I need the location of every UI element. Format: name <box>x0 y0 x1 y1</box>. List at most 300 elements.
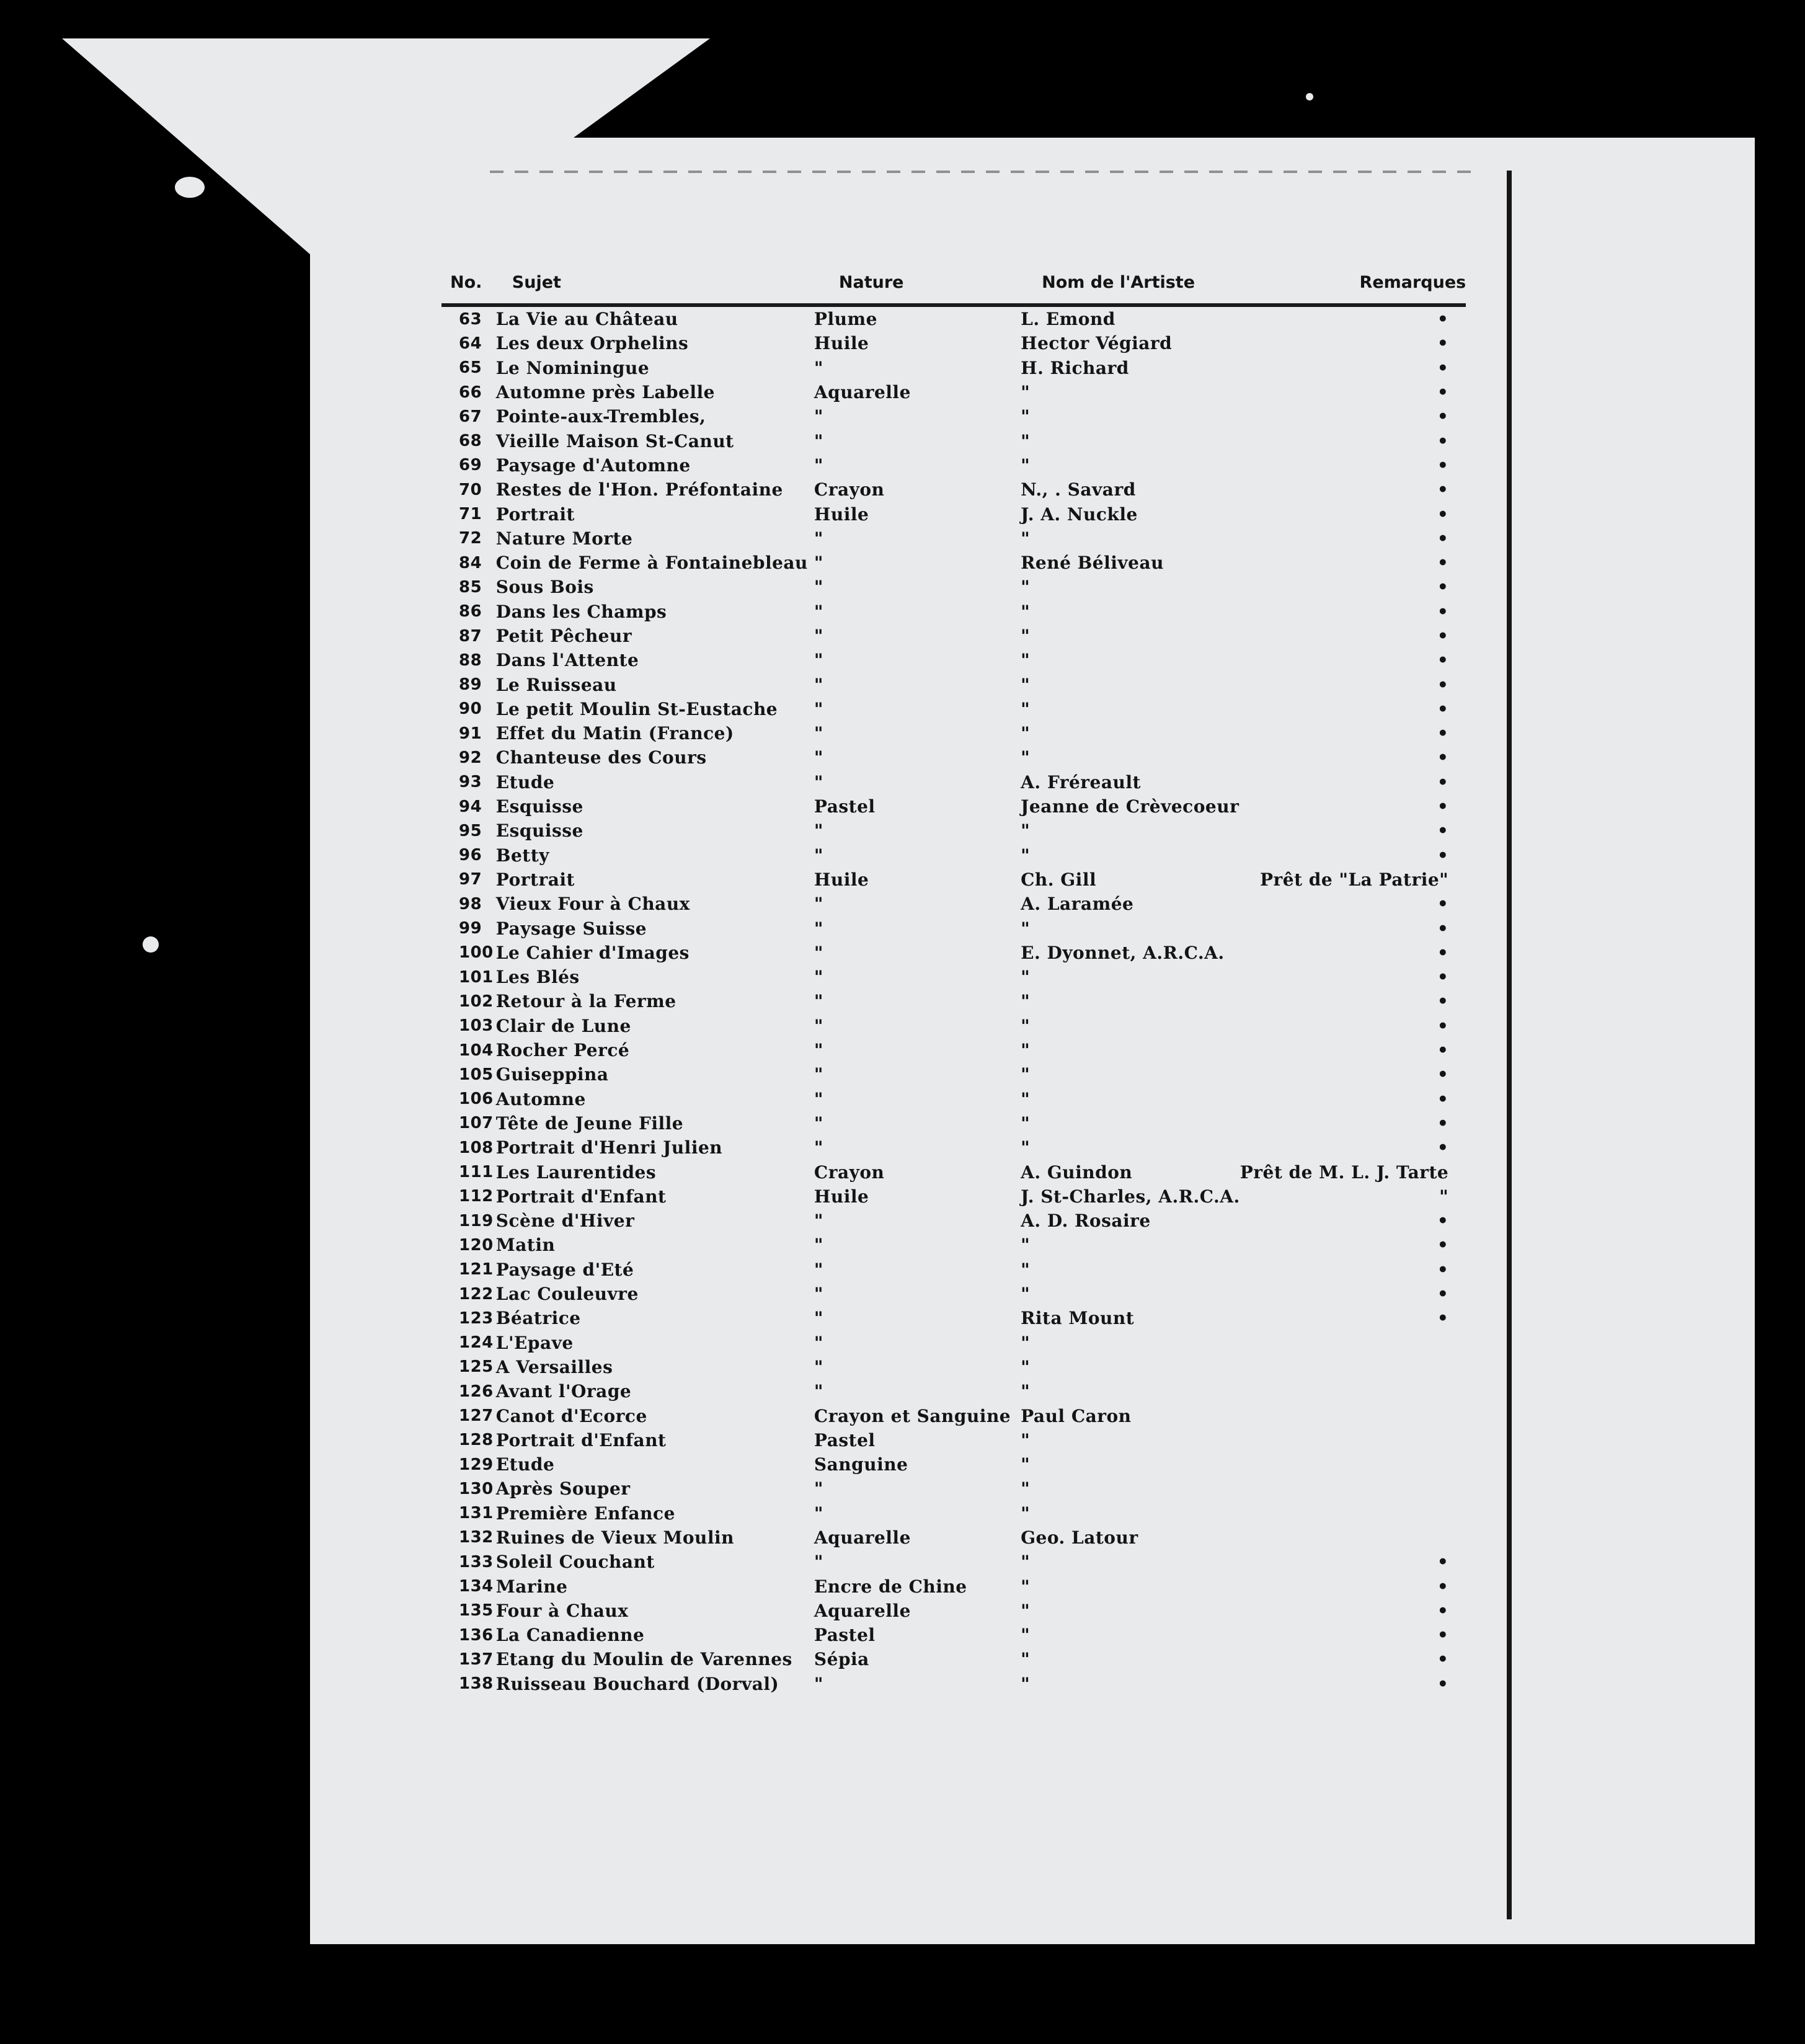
entry-subject: Pointe-aux-Trembles, <box>495 406 706 427</box>
table-row <box>441 575 1466 599</box>
entry-number: 112 <box>459 1187 494 1206</box>
entry-subject: Le petit Moulin St-Eustache <box>495 698 778 719</box>
entry-medium: " <box>814 1015 824 1036</box>
entry-remark: • <box>1437 430 1449 451</box>
entry-artist: Rita Mount <box>1021 1308 1135 1329</box>
entry-artist: " <box>1021 1088 1031 1109</box>
entry-subject: Paysage d'Automne <box>495 455 691 476</box>
entry-artist: " <box>1021 1454 1031 1475</box>
entry-remark: • <box>1437 553 1449 574</box>
entry-remark: • <box>1437 1064 1449 1085</box>
entry-number: 126 <box>459 1382 494 1401</box>
entry-number: 84 <box>459 553 482 572</box>
entry-remark: " <box>1439 1186 1449 1207</box>
entry-number: 124 <box>459 1333 494 1353</box>
entry-number: 99 <box>459 919 482 938</box>
entry-number: 102 <box>459 992 494 1011</box>
entry-medium: Huile <box>814 333 869 354</box>
entry-artist: L. Emond <box>1021 309 1115 330</box>
entry-subject: Première Enfance <box>495 1503 675 1524</box>
entry-number: 123 <box>459 1309 494 1328</box>
table-row <box>441 1087 1466 1111</box>
entry-subject: Portrait <box>495 504 575 525</box>
entry-medium: " <box>814 650 824 671</box>
entry-artist: " <box>1021 1040 1031 1061</box>
table-row <box>441 1306 1466 1330</box>
table-row <box>441 1477 1466 1501</box>
entry-medium: " <box>814 845 824 866</box>
table-row <box>441 305 1466 331</box>
entry-subject: La Canadienne <box>495 1625 645 1646</box>
entry-artist: " <box>1021 1064 1031 1085</box>
entry-number: 132 <box>459 1528 494 1547</box>
entry-number: 127 <box>459 1406 494 1425</box>
entry-medium: " <box>814 1259 824 1280</box>
entry-medium: " <box>814 553 824 574</box>
entry-medium: " <box>814 1503 824 1524</box>
entry-number: 130 <box>459 1479 494 1498</box>
entry-artist: " <box>1021 698 1031 719</box>
entry-medium: " <box>814 1332 824 1353</box>
entry-medium: " <box>814 820 824 842</box>
right-vertical-rule <box>1507 171 1512 1919</box>
entry-medium: Aquarelle <box>814 1527 911 1548</box>
entry-remark: • <box>1437 1137 1449 1158</box>
entry-number: 121 <box>459 1260 494 1279</box>
table-row <box>441 794 1466 819</box>
entry-remark: • <box>1437 1015 1449 1036</box>
table-row <box>441 941 1466 965</box>
entry-subject: Four à Chaux <box>495 1600 629 1621</box>
entry-number: 66 <box>459 383 482 402</box>
entry-number: 106 <box>459 1090 494 1109</box>
entry-medium: Huile <box>814 504 869 525</box>
entry-remark: • <box>1437 771 1449 793</box>
entry-artist: " <box>1021 723 1031 744</box>
table-row <box>441 819 1466 843</box>
header-nature: Nature <box>808 273 1011 305</box>
entry-medium: " <box>814 747 824 768</box>
entry-number: 70 <box>459 480 482 499</box>
entry-artist: " <box>1021 991 1031 1012</box>
table-row <box>441 1526 1466 1550</box>
entry-medium: Plume <box>814 309 877 330</box>
entry-number: 86 <box>459 602 482 621</box>
entry-artist: " <box>1021 1356 1031 1377</box>
entry-remark <box>1240 1379 1466 1403</box>
header-remarques: Remarques <box>1240 273 1466 305</box>
entry-subject: Nature Morte <box>495 528 633 549</box>
entry-subject: Portrait d'Henri Julien <box>495 1137 723 1158</box>
entry-medium: " <box>814 698 824 719</box>
entry-number: 111 <box>459 1163 494 1182</box>
entry-medium: " <box>814 723 824 744</box>
entry-remark <box>1240 1428 1466 1452</box>
entry-artist: " <box>1021 674 1031 695</box>
entry-artist: " <box>1021 1235 1031 1256</box>
table-row <box>441 600 1466 624</box>
entry-medium: " <box>814 430 824 451</box>
entry-subject: Portrait <box>495 869 575 890</box>
entry-remark: • <box>1437 455 1449 476</box>
table-row <box>441 551 1466 575</box>
table-row <box>441 356 1466 380</box>
entry-medium: " <box>814 674 824 695</box>
entry-subject: Les Blés <box>495 967 580 988</box>
entry-subject: Ruines de Vieux Moulin <box>495 1527 735 1548</box>
entry-artist: " <box>1021 820 1031 842</box>
entry-medium: " <box>814 1088 824 1109</box>
entry-medium: Pastel <box>814 796 876 817</box>
entry-subject: L'Epave <box>495 1332 574 1353</box>
entry-subject: Sous Bois <box>495 577 594 598</box>
entry-remark <box>1240 1355 1466 1379</box>
entry-artist: H. Richard <box>1021 357 1129 378</box>
entry-remark: • <box>1437 357 1449 378</box>
entry-medium: " <box>814 1308 824 1329</box>
entry-number: 68 <box>459 432 482 451</box>
entry-subject: Le Cahier d'Images <box>495 942 690 963</box>
entry-subject: Automne <box>495 1088 586 1109</box>
entry-subject: Après Souper <box>495 1478 631 1500</box>
entry-artist: " <box>1021 1503 1031 1524</box>
entry-subject: Le Nominingue <box>495 357 650 378</box>
entry-artist: " <box>1021 601 1031 622</box>
table-row <box>441 697 1466 721</box>
table-row <box>441 1184 1466 1209</box>
entry-number: 129 <box>459 1455 494 1474</box>
table-row <box>441 1160 1466 1184</box>
entry-medium: " <box>814 1211 824 1232</box>
entry-artist: " <box>1021 1576 1031 1597</box>
entry-medium: " <box>814 1478 824 1500</box>
entry-artist: " <box>1021 1259 1031 1280</box>
entry-number: 137 <box>459 1650 494 1669</box>
entry-number: 97 <box>459 870 482 889</box>
entry-remark <box>1240 1403 1466 1428</box>
entry-subject: Matin <box>495 1235 556 1256</box>
entry-artist: " <box>1021 626 1031 646</box>
entry-subject: Retour à la Ferme <box>495 991 676 1012</box>
table-row <box>441 1258 1466 1282</box>
entry-number: 64 <box>459 334 482 353</box>
table-row <box>441 868 1466 892</box>
entry-number: 67 <box>459 407 482 426</box>
entry-subject: Marine <box>495 1576 568 1597</box>
entry-remark: • <box>1437 577 1449 598</box>
entry-subject: Vieille Maison St-Canut <box>495 430 734 451</box>
entry-remark: Prêt de "La Patrie" <box>1259 869 1449 890</box>
entry-medium: Encre de Chine <box>814 1576 967 1597</box>
entry-subject: Automne près Labelle <box>495 382 715 403</box>
entry-subject: Etude <box>495 1454 555 1475</box>
entry-medium: " <box>814 1064 824 1085</box>
entry-artist: " <box>1021 1015 1031 1036</box>
entry-artist: " <box>1021 1600 1031 1621</box>
entry-artist: " <box>1021 1478 1031 1500</box>
entry-remark: • <box>1437 747 1449 768</box>
entry-artist: " <box>1021 1429 1031 1451</box>
entry-remark: • <box>1437 1625 1449 1646</box>
entry-number: 91 <box>459 724 482 743</box>
entry-artist: N., . Savard <box>1021 479 1136 500</box>
entry-artist: A. Laramée <box>1021 894 1134 915</box>
table-row <box>441 1355 1466 1379</box>
entry-number: 138 <box>459 1674 494 1694</box>
entry-subject: Avant l'Orage <box>495 1381 632 1402</box>
entry-artist: " <box>1021 845 1031 866</box>
entry-remark: • <box>1437 406 1449 427</box>
entry-medium: Pastel <box>814 1429 876 1451</box>
table-row <box>441 1062 1466 1086</box>
entry-remark: • <box>1437 626 1449 646</box>
entry-medium: " <box>814 455 824 476</box>
table-row <box>441 1014 1466 1038</box>
entry-artist: " <box>1021 1381 1031 1402</box>
entry-artist: " <box>1021 528 1031 549</box>
entry-artist: " <box>1021 650 1031 671</box>
entry-artist: " <box>1021 1113 1031 1134</box>
table-row <box>441 1452 1466 1477</box>
entry-number: 136 <box>459 1625 494 1645</box>
entry-number: 125 <box>459 1357 494 1377</box>
entry-number: 71 <box>459 505 482 524</box>
entry-number: 104 <box>459 1041 494 1060</box>
entry-remark: • <box>1437 1113 1449 1134</box>
entry-remark: • <box>1437 894 1449 915</box>
entry-artist: " <box>1021 430 1031 451</box>
entry-remark <box>1240 1330 1466 1354</box>
entry-number: 72 <box>459 529 482 548</box>
entry-remark: • <box>1437 1308 1449 1329</box>
entry-artist: " <box>1021 918 1031 939</box>
entry-number: 95 <box>459 821 482 840</box>
entry-medium: " <box>814 528 824 549</box>
entry-medium: " <box>814 1137 824 1158</box>
entry-medium: " <box>814 1552 824 1573</box>
entry-artist: " <box>1021 455 1031 476</box>
entry-remark: • <box>1437 845 1449 866</box>
entry-subject: Le Ruisseau <box>495 674 617 695</box>
entry-remark: • <box>1437 967 1449 988</box>
table-row <box>441 1111 1466 1135</box>
entry-remark: • <box>1437 942 1449 963</box>
entry-subject: Coin de Ferme à Fontainebleau <box>495 553 808 574</box>
entry-number: 131 <box>459 1504 494 1523</box>
entry-subject: Portrait d'Enfant <box>495 1429 667 1451</box>
entry-number: 122 <box>459 1284 494 1304</box>
table-row <box>441 1135 1466 1160</box>
table-row <box>441 1647 1466 1671</box>
entry-number: 98 <box>459 894 482 913</box>
catalogue-table <box>441 273 1466 1696</box>
table-row <box>441 1550 1466 1574</box>
entry-artist: Hector Végiard <box>1021 333 1173 354</box>
entry-subject: Betty <box>495 845 549 866</box>
entry-remark <box>1240 1526 1466 1550</box>
table-row <box>441 965 1466 989</box>
entry-medium: Pastel <box>814 1625 876 1646</box>
table-row <box>441 1330 1466 1354</box>
table-row <box>441 1574 1466 1598</box>
table-row <box>441 1623 1466 1647</box>
entry-number: 100 <box>459 943 494 962</box>
entry-subject: Effet du Matin (France) <box>495 723 734 744</box>
entry-subject: A Versailles <box>495 1356 613 1377</box>
entry-artist: J. A. Nuckle <box>1021 504 1138 525</box>
entry-remark: • <box>1437 1552 1449 1573</box>
entry-remark <box>1240 1477 1466 1501</box>
entry-number: 128 <box>459 1431 494 1450</box>
entry-artist: " <box>1021 1284 1031 1305</box>
entry-number: 65 <box>459 358 482 378</box>
entry-remark: • <box>1437 723 1449 744</box>
table-row <box>441 843 1466 868</box>
entry-remark <box>1240 1501 1466 1526</box>
entry-number: 69 <box>459 456 482 475</box>
entry-artist: " <box>1021 406 1031 427</box>
entry-medium: " <box>814 1356 824 1377</box>
entry-subject: Paysage d'Eté <box>495 1259 634 1280</box>
entry-number: 134 <box>459 1577 494 1596</box>
entry-subject: Dans les Champs <box>495 601 667 622</box>
entry-artist: " <box>1021 1625 1031 1646</box>
entry-subject: Lac Couleuvre <box>495 1284 639 1305</box>
entry-subject: Vieux Four à Chaux <box>495 894 690 915</box>
entry-number: 105 <box>459 1065 494 1084</box>
table-row <box>441 404 1466 429</box>
entry-remark: • <box>1437 918 1449 939</box>
entry-artist: Paul Caron <box>1021 1405 1132 1426</box>
entry-medium: " <box>814 942 824 963</box>
entry-remark: • <box>1437 1040 1449 1061</box>
entry-number: 107 <box>459 1114 494 1133</box>
table-row <box>441 892 1466 916</box>
entry-subject: Ruisseau Bouchard (Dorval) <box>495 1673 779 1694</box>
table-row <box>441 527 1466 551</box>
entry-number: 101 <box>459 967 494 987</box>
entry-medium: " <box>814 626 824 646</box>
entry-subject: Les deux Orphelins <box>495 333 689 354</box>
entry-artist: " <box>1021 1332 1031 1353</box>
table-row <box>441 1428 1466 1452</box>
entry-artist: " <box>1021 1552 1031 1573</box>
entry-medium: " <box>814 406 824 427</box>
entry-remark: • <box>1437 1673 1449 1694</box>
entry-remark: • <box>1437 1576 1449 1597</box>
entry-artist: " <box>1021 967 1031 988</box>
entry-subject: Restes de l'Hon. Préfontaine <box>495 479 783 500</box>
dust-spot <box>1306 93 1313 100</box>
table-row <box>441 1379 1466 1403</box>
entry-artist: Jeanne de Crèvecoeur <box>1021 796 1240 817</box>
table-row <box>441 721 1466 745</box>
entry-subject: Guiseppina <box>495 1064 609 1085</box>
table-header-row <box>441 273 1466 305</box>
entry-number: 120 <box>459 1235 494 1255</box>
entry-medium: " <box>814 1113 824 1134</box>
entry-subject: Canot d'Ecorce <box>495 1405 647 1426</box>
table-row <box>441 380 1466 404</box>
table-row <box>441 648 1466 672</box>
entry-number: 90 <box>459 700 482 719</box>
entry-medium: " <box>814 991 824 1012</box>
dust-spot <box>143 936 159 953</box>
table-row <box>441 453 1466 478</box>
entry-subject: Les Laurentides <box>495 1162 657 1183</box>
dust-spot <box>175 177 205 198</box>
entry-subject: La Vie au Château <box>495 309 678 330</box>
entry-remark: • <box>1437 1284 1449 1305</box>
entry-remark: • <box>1437 504 1449 525</box>
header-sujet: Sujet <box>494 273 808 305</box>
entry-number: 133 <box>459 1552 494 1571</box>
header-artist: Nom de l'Artiste <box>1011 273 1240 305</box>
entry-number: 88 <box>459 651 482 670</box>
entry-artist: Geo. Latour <box>1021 1527 1138 1548</box>
entry-remark: • <box>1437 528 1449 549</box>
entry-medium: " <box>814 918 824 939</box>
entry-medium: " <box>814 967 824 988</box>
entry-medium: " <box>814 1381 824 1402</box>
table-row <box>441 672 1466 696</box>
entry-remark: • <box>1437 1649 1449 1670</box>
entry-medium: " <box>814 1235 824 1256</box>
entry-medium: Aquarelle <box>814 382 911 403</box>
entry-remark: • <box>1437 796 1449 817</box>
header-no: No. <box>441 273 494 305</box>
entry-medium: Huile <box>814 1186 869 1207</box>
entry-number: 93 <box>459 773 482 792</box>
entry-number: 103 <box>459 1016 494 1036</box>
entry-subject: Scène d'Hiver <box>495 1211 635 1232</box>
entry-remark: • <box>1437 650 1449 671</box>
entry-medium: Crayon <box>814 479 885 500</box>
entry-medium: " <box>814 894 824 915</box>
entry-number: 108 <box>459 1138 494 1157</box>
entry-artist: Ch. Gill <box>1021 869 1097 890</box>
entry-medium: " <box>814 771 824 793</box>
entry-number: 119 <box>459 1211 494 1230</box>
entry-medium: " <box>814 1673 824 1694</box>
entry-remark: • <box>1437 674 1449 695</box>
entry-remark: • <box>1437 1088 1449 1109</box>
entry-medium: Sanguine <box>814 1454 908 1475</box>
entry-artist: A. D. Rosaire <box>1021 1211 1151 1232</box>
entry-remark: • <box>1437 820 1449 842</box>
table-row <box>441 1403 1466 1428</box>
entry-subject: Tête de Jeune Fille <box>495 1113 684 1134</box>
entry-artist: A. Guindon <box>1021 1162 1133 1183</box>
entry-number: 92 <box>459 748 482 767</box>
table-row <box>441 429 1466 453</box>
entry-artist: " <box>1021 1673 1031 1694</box>
entry-artist: " <box>1021 1137 1031 1158</box>
entry-artist: " <box>1021 382 1031 403</box>
entry-remark <box>1240 1452 1466 1477</box>
table-row <box>441 1233 1466 1257</box>
table-row <box>441 1038 1466 1062</box>
entry-medium: Aquarelle <box>814 1600 911 1621</box>
entry-subject: Paysage Suisse <box>495 918 647 939</box>
dust-spot <box>1585 1749 1592 1756</box>
entry-subject: Portrait d'Enfant <box>495 1186 667 1207</box>
entry-remark: • <box>1437 479 1449 500</box>
entry-number: 94 <box>459 797 482 816</box>
entry-medium: " <box>814 577 824 598</box>
table-row <box>441 624 1466 648</box>
catalogue-rows <box>441 305 1466 1696</box>
